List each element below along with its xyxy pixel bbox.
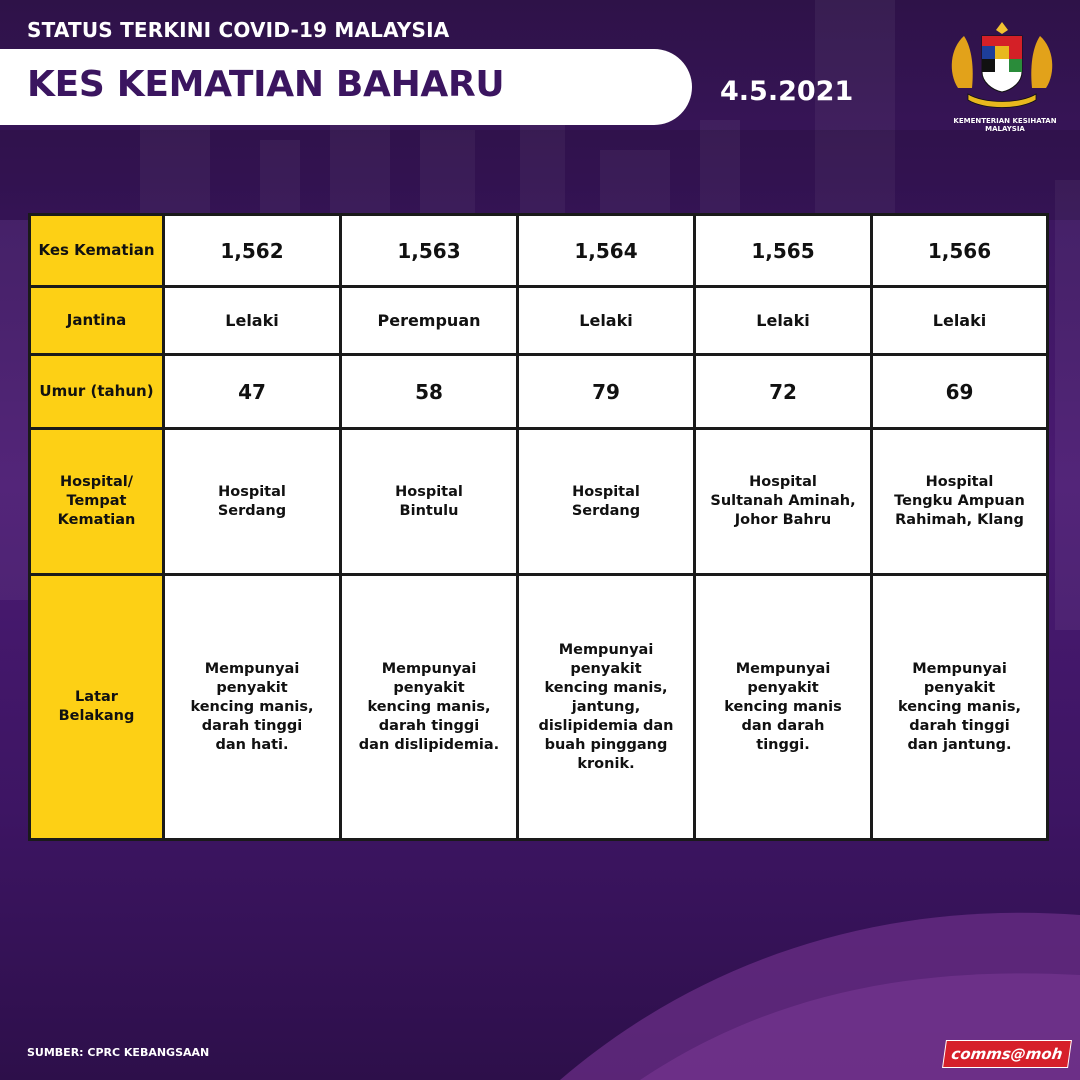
age-row	[30, 355, 1048, 429]
text-line: Hospital	[218, 483, 286, 500]
age-cell: 69	[872, 355, 1048, 429]
hospital-cell	[518, 429, 695, 575]
text-line: penyakit	[570, 660, 642, 677]
text-line: dan darah	[741, 717, 825, 734]
background-row	[30, 575, 1048, 840]
hospital-cell	[695, 429, 872, 575]
text-line: dan jantung.	[907, 736, 1012, 753]
label-line: Latar	[75, 689, 118, 705]
gender-cell: Lelaki	[164, 287, 341, 355]
text-line: kencing manis,	[367, 698, 491, 715]
label-line: Kematian	[57, 512, 136, 528]
hospital-cell	[164, 429, 341, 575]
label-line: Belakang	[58, 708, 135, 724]
text-line: kencing manis,	[897, 698, 1022, 715]
gender-cell: Lelaki	[518, 287, 695, 355]
case-number-cell: 1,566	[872, 215, 1048, 287]
row-label-background	[30, 575, 164, 840]
row-label-hospital	[30, 429, 164, 575]
gender-row	[30, 287, 1048, 355]
comms-moh-badge: comms@moh	[942, 1040, 1072, 1068]
gender-cell: Perempuan	[341, 287, 518, 355]
text-line: dan hati.	[215, 736, 289, 753]
text-line: Tengku Ampuan	[894, 493, 1025, 509]
text-line: darah tinggi	[378, 717, 480, 734]
case-number-row	[30, 215, 1048, 287]
label-line: Tempat	[66, 493, 127, 509]
row-label-gender: Jantina	[30, 287, 164, 355]
background-cell	[518, 575, 695, 840]
text-line: penyakit	[923, 679, 996, 696]
malaysia-coat-of-arms-logo	[944, 18, 1060, 110]
text-line: kronik.	[577, 755, 635, 772]
text-line: Hospital	[572, 483, 640, 500]
text-line: Hospital	[925, 474, 994, 490]
background-cell	[695, 575, 872, 840]
background-cell	[164, 575, 341, 840]
case-number-cell: 1,565	[695, 215, 872, 287]
hospital-cell	[872, 429, 1048, 575]
text-line: Mempunyai	[735, 660, 831, 677]
case-number-cell: 1,563	[341, 215, 518, 287]
gender-cell: Lelaki	[872, 287, 1048, 355]
text-line: Serdang	[571, 502, 641, 519]
text-line: jantung,	[571, 698, 641, 715]
age-cell: 47	[164, 355, 341, 429]
deaths-table	[28, 213, 1049, 841]
text-line: Rahimah, Klang	[895, 512, 1024, 528]
report-date: 4.5.2021	[720, 76, 854, 107]
source-note: SUMBER: CPRC KEBANGSAAN	[27, 1046, 210, 1059]
page-title: KES KEMATIAN BAHARU	[27, 64, 505, 105]
text-line: darah tinggi	[201, 717, 303, 734]
age-cell: 58	[341, 355, 518, 429]
age-cell: 72	[695, 355, 872, 429]
text-line: penyakit	[393, 679, 465, 696]
text-line: Bintulu	[399, 502, 459, 519]
text-line: Sultanah Aminah,	[710, 493, 856, 509]
text-line: dislipidemia dan	[538, 717, 674, 734]
hospital-row	[30, 429, 1048, 575]
text-line: dan dislipidemia.	[358, 736, 500, 753]
text-line: Mempunyai	[204, 660, 300, 677]
text-line: Mempunyai	[558, 641, 654, 658]
text-line: kencing manis,	[544, 679, 668, 696]
background-cell	[872, 575, 1048, 840]
text-line: Serdang	[217, 502, 287, 519]
text-line: kencing manis	[724, 698, 842, 715]
report-subtitle: STATUS TERKINI COVID-19 MALAYSIA	[27, 18, 450, 42]
text-line: tinggi.	[756, 736, 810, 753]
text-line: darah tinggi	[909, 717, 1010, 734]
row-label-age: Umur (tahun)	[30, 355, 164, 429]
text-line: buah pinggang	[544, 736, 668, 753]
text-line: kencing manis,	[190, 698, 314, 715]
text-line: Hospital	[395, 483, 463, 500]
text-line: Mempunyai	[381, 660, 477, 677]
case-number-cell: 1,562	[164, 215, 341, 287]
text-line: penyakit	[747, 679, 819, 696]
case-number-cell: 1,564	[518, 215, 695, 287]
age-cell: 79	[518, 355, 695, 429]
text-line: Hospital	[749, 474, 817, 490]
ministry-caption: KEMENTERIAN KESIHATAN MALAYSIA	[953, 117, 1057, 133]
background-cell	[341, 575, 518, 840]
text-line: penyakit	[216, 679, 288, 696]
text-line: Johor Bahru	[734, 512, 832, 528]
row-label-case: Kes Kematian	[30, 215, 164, 287]
text-line: Mempunyai	[912, 660, 1007, 677]
hospital-cell	[341, 429, 518, 575]
gender-cell: Lelaki	[695, 287, 872, 355]
label-line: Hospital/	[59, 474, 134, 490]
